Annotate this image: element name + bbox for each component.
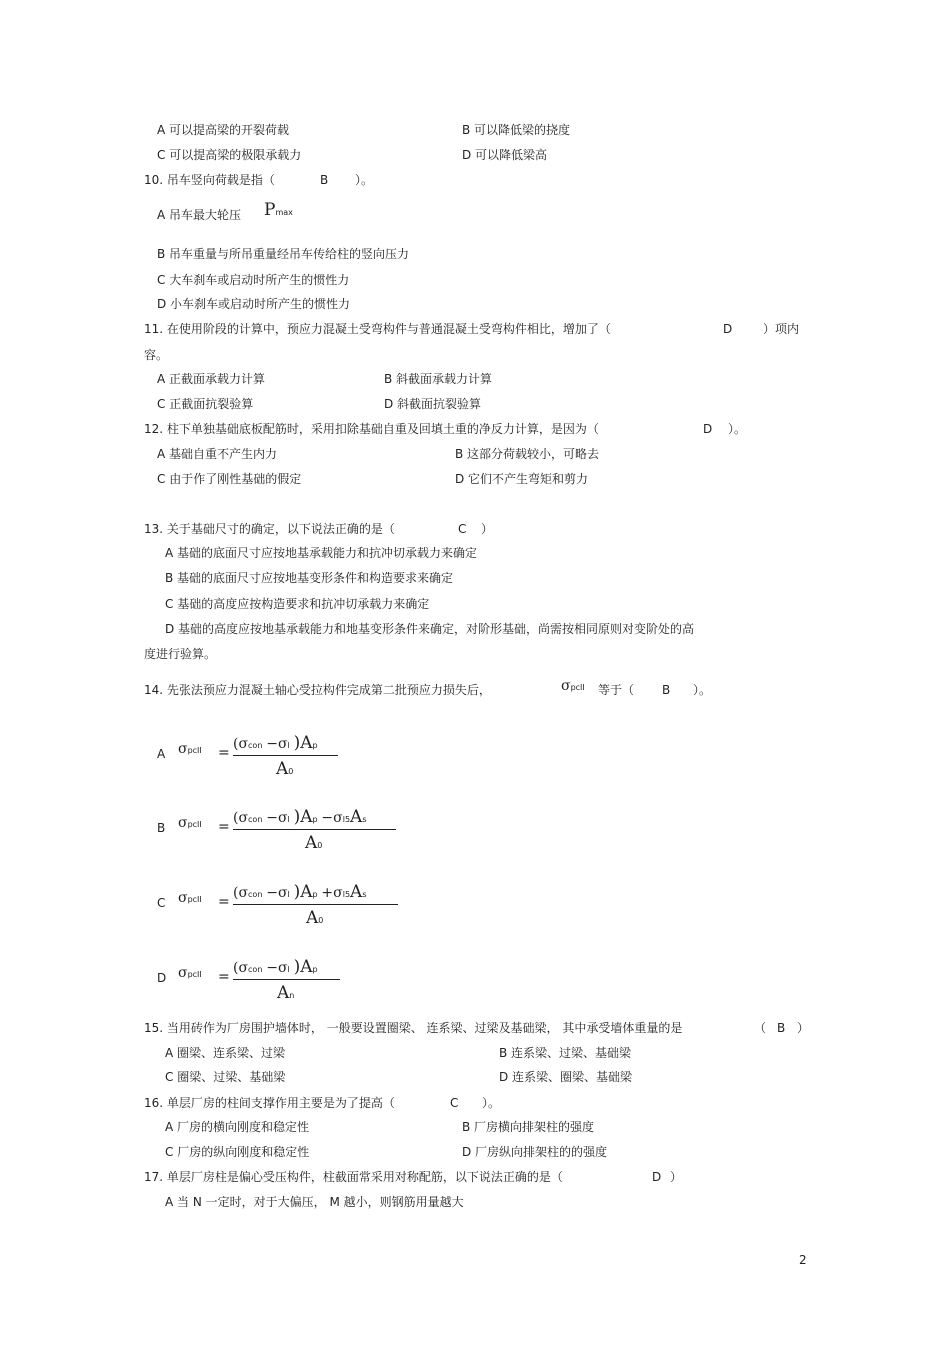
q9-option-c: C 可以提高梁的极限承载力 [157,148,302,162]
q11-option-b: B 斜截面承载力计算 [384,372,493,386]
numerator-l5-subscript: l5 [342,815,351,824]
formula-lhs-sigma: σ [178,965,188,981]
numerator-open: (σ [233,960,249,976]
formula-lhs-subscript: pcII [187,895,202,904]
denominator-a-symbol: A [305,833,318,853]
formula-equals: = [218,745,230,761]
q15-stem: 15. 当用砖作为厂房围护墙体时， 一般要设置圈梁、 连系梁、过梁及基础梁， 其中承受墙体重量的是 [144,1021,683,1035]
numerator-close-a: )A [293,733,313,753]
numerator-extra-sigma: σ [333,885,343,901]
q10-stem: 10. 吊车竖向荷载是指（ [144,173,275,187]
formula-equals: = [218,894,230,910]
numerator-minus-sigma: −σ [266,736,288,752]
q10-option-b: B 吊车重量与所吊重量经吊车传给柱的竖向压力 [157,247,410,261]
denominator-subscript: n [289,991,295,1000]
numerator-l-subscript: l [287,965,290,974]
numerator-extra-operator: − [321,810,334,826]
numerator-extra-sigma: σ [333,810,343,826]
q17-close: ） [670,1170,683,1184]
sigma-subscript: pcII [570,683,585,692]
numerator-con-subscript: con [248,890,263,899]
q17-answer: D [652,1170,662,1184]
numerator-s-subscript: s [362,890,367,899]
formula-lhs-subscript: pcII [187,970,202,979]
numerator-open: (σ [233,810,249,826]
q13-option-d: D 基础的高度应按地基承载能力和地基变形条件来确定，对阶形基础，尚需按相同原则对变阶处的高 [165,622,695,636]
numerator-close-a: )A [293,957,313,977]
numerator-s-subscript: s [362,815,367,824]
numerator-open: (σ [233,736,249,752]
formula-letter: D [157,971,167,985]
numerator-con-subscript: con [248,815,263,824]
numerator-p-subscript: p [312,890,318,899]
formula-lhs-subscript: pcII [187,746,202,755]
numerator-p-subscript: p [312,741,318,750]
formula-denominator [306,909,323,930]
numerator-minus-sigma: −σ [266,810,288,826]
formula-numerator [233,808,366,829]
q14-sigma-symbol [561,679,585,695]
q12-stem: 12. 柱下单独基础底板配筋时，采用扣除基础自重及回填土重的净反力计算，是因为（ [144,422,599,436]
denominator-subscript: 0 [288,767,294,776]
q13-option-d-continued: 度进行验算。 [144,647,217,661]
formula-denominator [277,984,294,1005]
fraction-bar [233,755,338,756]
formula-denominator [305,834,322,855]
numerator-l-subscript: l [287,815,290,824]
q10-close: ）。 [355,173,374,187]
formula-lhs-sigma: σ [178,741,188,757]
q13-option-a: A 基础的底面尺寸应按地基承载能力和抗冲切承载力来确定 [165,546,478,560]
q16-close: ）。 [482,1096,501,1110]
fraction-bar [233,979,340,980]
q16-stem: 16. 单层厂房的柱间支撑作用主要是为了提高（ [144,1096,395,1110]
q10-option-d: D 小车刹车或启动时所产生的惯性力 [157,297,351,311]
q12-option-c: C 由于作了刚性基础的假定 [157,472,302,486]
q11-answer: D [723,322,733,336]
q12-option-b: B 这部分荷载较小，可略去 [455,447,600,461]
denominator-subscript: 0 [318,916,324,925]
q12-close: ）。 [728,422,747,436]
formula-letter: C [157,896,166,910]
q12-option-d: D 它们不产生弯矩和剪力 [455,472,589,486]
denominator-a-symbol: A [276,759,289,779]
q11-close: ）项内 [763,322,800,336]
q11-stem: 11. 在使用阶段的计算中，预应力混凝土受弯构件与普通混凝土受弯构件相比，增加了（ [144,322,611,336]
q16-option-b: B 厂房横向排架柱的强度 [462,1120,595,1134]
q10-option-a-symbol [264,200,293,220]
q15-paren-open: （ [754,1021,767,1035]
q14-mid: 等于（ [598,683,635,697]
numerator-minus-sigma: −σ [266,885,288,901]
formula-numerator [233,734,318,755]
q10-answer: B [320,173,329,187]
numerator-open: (σ [233,885,249,901]
q13-stem: 13. 关于基础尺寸的确定，以下说法正确的是（ [144,522,395,536]
numerator-con-subscript: con [248,741,263,750]
numerator-close-a: )A [293,882,313,902]
q15-answer: B [777,1021,786,1035]
numerator-as-symbol: A [350,807,363,827]
formula-equals: = [218,969,230,985]
numerator-p-subscript: p [312,965,318,974]
numerator-minus-sigma: −σ [266,960,288,976]
q14-stem: 14. 先张法预应力混凝土轴心受拉构件完成第二批预应力损失后， [144,683,491,697]
formula-lhs [178,966,202,982]
q10-option-c: C 大车刹车或启动时所产生的惯性力 [157,273,350,287]
q13-option-c: C 基础的高度应按构造要求和抗冲切承载力来确定 [165,597,430,611]
denominator-a-symbol: A [306,908,319,928]
q13-close: ） [481,522,494,536]
p-max-symbol: P [264,200,276,220]
fraction-bar [233,904,398,905]
q12-answer: D [703,422,713,436]
formula-denominator [276,760,293,781]
q16-option-a: A 厂房的横向刚度和稳定性 [165,1120,310,1134]
q15-close: ） [797,1021,810,1035]
numerator-con-subscript: con [248,965,263,974]
denominator-subscript: 0 [317,841,323,850]
q11-option-c: C 正截面抗裂验算 [157,397,254,411]
q11-option-a: A 正截面承载力计算 [157,372,266,386]
q15-option-a: A 圈梁、连系梁、过梁 [165,1046,286,1060]
formula-numerator [233,958,318,979]
q14-answer: B [662,683,671,697]
q16-option-c: C 厂房的纵向刚度和稳定性 [165,1145,310,1159]
p-max-subscript: max [275,208,293,217]
formula-lhs [178,816,202,832]
denominator-a-symbol: A [277,983,290,1003]
q11-stem-continued: 容。 [144,348,169,362]
q17-option-a: A 当 N 一定时，对于大偏压， M 越小，则钢筋用量越大 [165,1195,464,1209]
numerator-l-subscript: l [287,741,290,750]
formula-lhs-sigma: σ [178,890,188,906]
formula-lhs [178,742,202,758]
formula-letter: B [157,821,166,835]
q17-stem: 17. 单层厂房柱是偏心受压构件，柱截面常采用对称配筋，以下说法正确的是（ [144,1170,563,1184]
q10-option-a: A 吊车最大轮压 [157,208,242,222]
page-number: 2 [799,1253,807,1267]
numerator-as-symbol: A [350,882,363,902]
numerator-close-a: )A [293,807,313,827]
q14-close: ）。 [693,683,712,697]
sigma-glyph: σ [561,678,571,694]
q11-option-d: D 斜截面抗裂验算 [384,397,482,411]
fraction-bar [233,829,396,830]
formula-letter: A [157,747,166,761]
q15-option-c: C 圈梁、过梁、基础梁 [165,1070,286,1084]
formula-equals: = [218,819,230,835]
numerator-l-subscript: l [287,890,290,899]
formula-numerator [233,883,366,904]
q15-option-d: D 连系梁、圈梁、基础梁 [499,1070,633,1084]
formula-lhs-sigma: σ [178,815,188,831]
numerator-extra-operator: + [321,885,334,901]
q13-option-b: B 基础的底面尺寸应按地基变形条件和构造要求来确定 [165,571,454,585]
q9-option-a: A 可以提高梁的开裂荷载 [157,123,290,137]
q13-answer: C [458,522,467,536]
q15-option-b: B 连系梁、过梁、基础梁 [499,1046,632,1060]
q12-option-a: A 基础自重不产生内力 [157,447,278,461]
q16-option-d: D 厂房纵向排架柱的的强度 [462,1145,608,1159]
q16-answer: C [450,1096,459,1110]
q9-option-d: D 可以降低梁高 [462,148,548,162]
q9-option-b: B 可以降低梁的挠度 [462,123,571,137]
numerator-p-subscript: p [312,815,318,824]
formula-lhs-subscript: pcII [187,820,202,829]
formula-lhs [178,891,202,907]
numerator-l5-subscript: l5 [342,890,351,899]
